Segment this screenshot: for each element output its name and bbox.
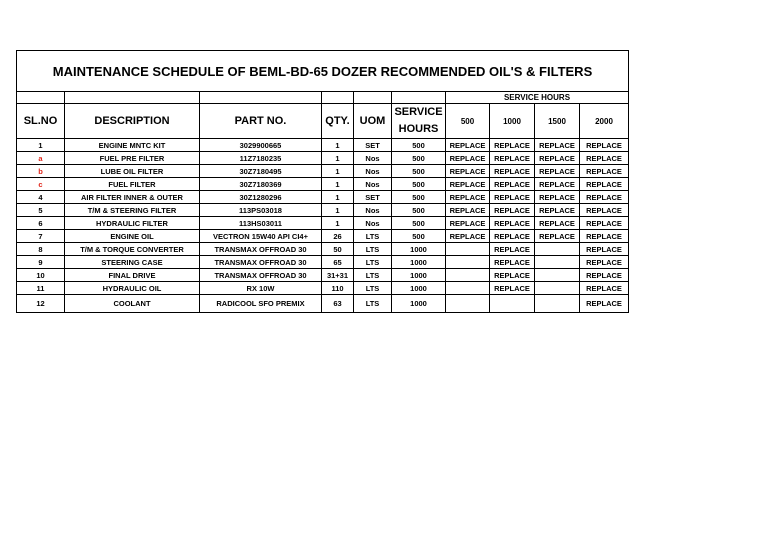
service-hours-cell: 1000 — [392, 256, 446, 269]
qty-cell: 26 — [322, 230, 354, 243]
service-hours-cell: 1000 — [392, 295, 446, 313]
replace-1000-cell: REPLACE — [490, 152, 535, 165]
part-no-cell: 113HS03011 — [200, 217, 322, 230]
maintenance-table — [16, 50, 629, 313]
uom-cell: Nos — [354, 152, 392, 165]
replace-1000-cell: REPLACE — [490, 217, 535, 230]
sl-no-cell: a — [17, 152, 65, 165]
qty-cell: 1 — [322, 217, 354, 230]
blank-cell — [392, 92, 446, 104]
replace-2000-cell: REPLACE — [580, 191, 629, 204]
sheet-title: MAINTENANCE SCHEDULE OF BEML-BD-65 DOZER RECOMMENDED OIL'S & FILTERS — [17, 51, 629, 92]
replace-1500-cell: REPLACE — [535, 152, 580, 165]
service-hours-cell: 1000 — [392, 269, 446, 282]
sl-no-cell: 9 — [17, 256, 65, 269]
replace-1500-cell — [535, 256, 580, 269]
description-cell: COOLANT — [65, 295, 200, 313]
replace-1500-cell: REPLACE — [535, 178, 580, 191]
table-row — [17, 191, 629, 204]
qty-cell: 1 — [322, 204, 354, 217]
service-hours-cell: 500 — [392, 217, 446, 230]
service-hours-cell: 500 — [392, 204, 446, 217]
header-500: 500 — [446, 104, 490, 139]
replace-500-cell: REPLACE — [446, 152, 490, 165]
replace-2000-cell: REPLACE — [580, 217, 629, 230]
replace-500-cell: REPLACE — [446, 178, 490, 191]
replace-500-cell — [446, 282, 490, 295]
replace-2000-cell: REPLACE — [580, 295, 629, 313]
uom-cell: Nos — [354, 178, 392, 191]
table-row — [17, 256, 629, 269]
header-description: DESCRIPTION — [65, 104, 200, 139]
sl-no-cell: c — [17, 178, 65, 191]
replace-1000-cell: REPLACE — [490, 204, 535, 217]
maintenance-schedule-sheet — [16, 50, 629, 313]
qty-cell: 1 — [322, 139, 354, 152]
qty-cell: 50 — [322, 243, 354, 256]
replace-500-cell: REPLACE — [446, 217, 490, 230]
uom-cell: LTS — [354, 243, 392, 256]
description-cell: HYDRAULIC FILTER — [65, 217, 200, 230]
table-row — [17, 204, 629, 217]
qty-cell: 65 — [322, 256, 354, 269]
qty-cell: 1 — [322, 152, 354, 165]
sl-no-cell: 7 — [17, 230, 65, 243]
replace-500-cell: REPLACE — [446, 165, 490, 178]
service-hours-group-header: SERVICE HOURS — [446, 92, 629, 104]
table-row — [17, 152, 629, 165]
description-cell: HYDRAULIC OIL — [65, 282, 200, 295]
replace-2000-cell: REPLACE — [580, 256, 629, 269]
part-no-cell: RX 10W — [200, 282, 322, 295]
part-no-cell: RADICOOL SFO PREMIX — [200, 295, 322, 313]
uom-cell: LTS — [354, 269, 392, 282]
replace-1500-cell: REPLACE — [535, 230, 580, 243]
replace-2000-cell: REPLACE — [580, 139, 629, 152]
header-sl-no: SL.NO — [17, 104, 65, 139]
uom-cell: Nos — [354, 217, 392, 230]
uom-cell: LTS — [354, 282, 392, 295]
header-1500: 1500 — [535, 104, 580, 139]
part-no-cell: TRANSMAX OFFROAD 30 — [200, 256, 322, 269]
blank-cell — [354, 92, 392, 104]
table-row — [17, 139, 629, 152]
replace-2000-cell: REPLACE — [580, 204, 629, 217]
blank-cell — [17, 92, 65, 104]
replace-1000-cell: REPLACE — [490, 230, 535, 243]
replace-1000-cell: REPLACE — [490, 282, 535, 295]
part-no-cell: TRANSMAX OFFROAD 30 — [200, 243, 322, 256]
replace-1500-cell: REPLACE — [535, 191, 580, 204]
uom-cell: Nos — [354, 165, 392, 178]
part-no-cell: VECTRON 15W40 API CI4+ — [200, 230, 322, 243]
description-cell: FUEL FILTER — [65, 178, 200, 191]
replace-1500-cell — [535, 269, 580, 282]
replace-500-cell: REPLACE — [446, 230, 490, 243]
part-no-cell: 30Z1280296 — [200, 191, 322, 204]
qty-cell: 1 — [322, 165, 354, 178]
uom-cell: Nos — [354, 204, 392, 217]
service-hours-cell: 1000 — [392, 243, 446, 256]
replace-1000-cell: REPLACE — [490, 243, 535, 256]
sl-no-cell: 10 — [17, 269, 65, 282]
description-cell: FINAL DRIVE — [65, 269, 200, 282]
service-hours-cell: 1000 — [392, 282, 446, 295]
part-no-cell: 3029900665 — [200, 139, 322, 152]
service-hours-cell: 500 — [392, 191, 446, 204]
uom-cell: LTS — [354, 295, 392, 313]
replace-1500-cell — [535, 295, 580, 313]
replace-1000-cell: REPLACE — [490, 269, 535, 282]
replace-2000-cell: REPLACE — [580, 269, 629, 282]
qty-cell: 63 — [322, 295, 354, 313]
description-cell: ENGINE OIL — [65, 230, 200, 243]
header-qty: QTY. — [322, 104, 354, 139]
sl-no-cell: 8 — [17, 243, 65, 256]
sl-no-cell: 6 — [17, 217, 65, 230]
uom-cell: LTS — [354, 230, 392, 243]
sl-no-cell: 1 — [17, 139, 65, 152]
description-cell: ENGINE MNTC KIT — [65, 139, 200, 152]
qty-cell: 1 — [322, 178, 354, 191]
part-no-cell: 113PS03018 — [200, 204, 322, 217]
replace-1500-cell: REPLACE — [535, 139, 580, 152]
part-no-cell: 30Z7180495 — [200, 165, 322, 178]
header-service-hours — [392, 104, 446, 139]
table-row — [17, 269, 629, 282]
sl-no-cell: 4 — [17, 191, 65, 204]
service-hours-cell: 500 — [392, 152, 446, 165]
qty-cell: 1 — [322, 191, 354, 204]
replace-1500-cell — [535, 243, 580, 256]
sl-no-cell: 12 — [17, 295, 65, 313]
header-1000: 1000 — [490, 104, 535, 139]
service-hours-cell: 500 — [392, 230, 446, 243]
replace-1000-cell — [490, 295, 535, 313]
qty-cell: 110 — [322, 282, 354, 295]
header-service-hours-line2: HOURS — [398, 123, 439, 135]
blank-cell — [65, 92, 200, 104]
uom-cell: SET — [354, 139, 392, 152]
replace-1000-cell: REPLACE — [490, 191, 535, 204]
replace-1500-cell: REPLACE — [535, 165, 580, 178]
replace-2000-cell: REPLACE — [580, 230, 629, 243]
part-no-cell: 11Z7180235 — [200, 152, 322, 165]
replace-500-cell: REPLACE — [446, 139, 490, 152]
service-hours-cell: 500 — [392, 165, 446, 178]
part-no-cell: 30Z7180369 — [200, 178, 322, 191]
replace-2000-cell: REPLACE — [580, 165, 629, 178]
table-row — [17, 217, 629, 230]
replace-1000-cell: REPLACE — [490, 256, 535, 269]
sl-no-cell: 11 — [17, 282, 65, 295]
replace-500-cell — [446, 243, 490, 256]
sl-no-cell: b — [17, 165, 65, 178]
replace-1000-cell: REPLACE — [490, 178, 535, 191]
blank-cell — [200, 92, 322, 104]
table-row — [17, 178, 629, 191]
table-row — [17, 282, 629, 295]
uom-cell: LTS — [354, 256, 392, 269]
description-cell: AIR FILTER INNER & OUTER — [65, 191, 200, 204]
table-row — [17, 230, 629, 243]
description-cell: T/M & TORQUE CONVERTER — [65, 243, 200, 256]
replace-500-cell — [446, 295, 490, 313]
description-cell: FUEL PRE FILTER — [65, 152, 200, 165]
replace-1500-cell: REPLACE — [535, 204, 580, 217]
replace-2000-cell: REPLACE — [580, 178, 629, 191]
replace-2000-cell: REPLACE — [580, 282, 629, 295]
part-no-cell: TRANSMAX OFFROAD 30 — [200, 269, 322, 282]
sl-no-cell: 5 — [17, 204, 65, 217]
replace-1000-cell: REPLACE — [490, 139, 535, 152]
service-hours-cell: 500 — [392, 139, 446, 152]
replace-1500-cell: REPLACE — [535, 217, 580, 230]
header-2000: 2000 — [580, 104, 629, 139]
table-row — [17, 165, 629, 178]
replace-2000-cell: REPLACE — [580, 243, 629, 256]
header-service-hours-line1: SERVICE — [394, 106, 443, 118]
table-row — [17, 243, 629, 256]
replace-500-cell: REPLACE — [446, 204, 490, 217]
replace-500-cell: REPLACE — [446, 191, 490, 204]
replace-500-cell — [446, 256, 490, 269]
header-uom: UOM — [354, 104, 392, 139]
service-hours-cell: 500 — [392, 178, 446, 191]
table-row — [17, 295, 629, 313]
replace-1500-cell — [535, 282, 580, 295]
qty-cell: 31+31 — [322, 269, 354, 282]
uom-cell: SET — [354, 191, 392, 204]
description-cell: LUBE OIL FILTER — [65, 165, 200, 178]
replace-500-cell — [446, 269, 490, 282]
header-part-no: PART NO. — [200, 104, 322, 139]
blank-cell — [322, 92, 354, 104]
description-cell: STEERING CASE — [65, 256, 200, 269]
replace-2000-cell: REPLACE — [580, 152, 629, 165]
description-cell: T/M & STEERING FILTER — [65, 204, 200, 217]
replace-1000-cell: REPLACE — [490, 165, 535, 178]
